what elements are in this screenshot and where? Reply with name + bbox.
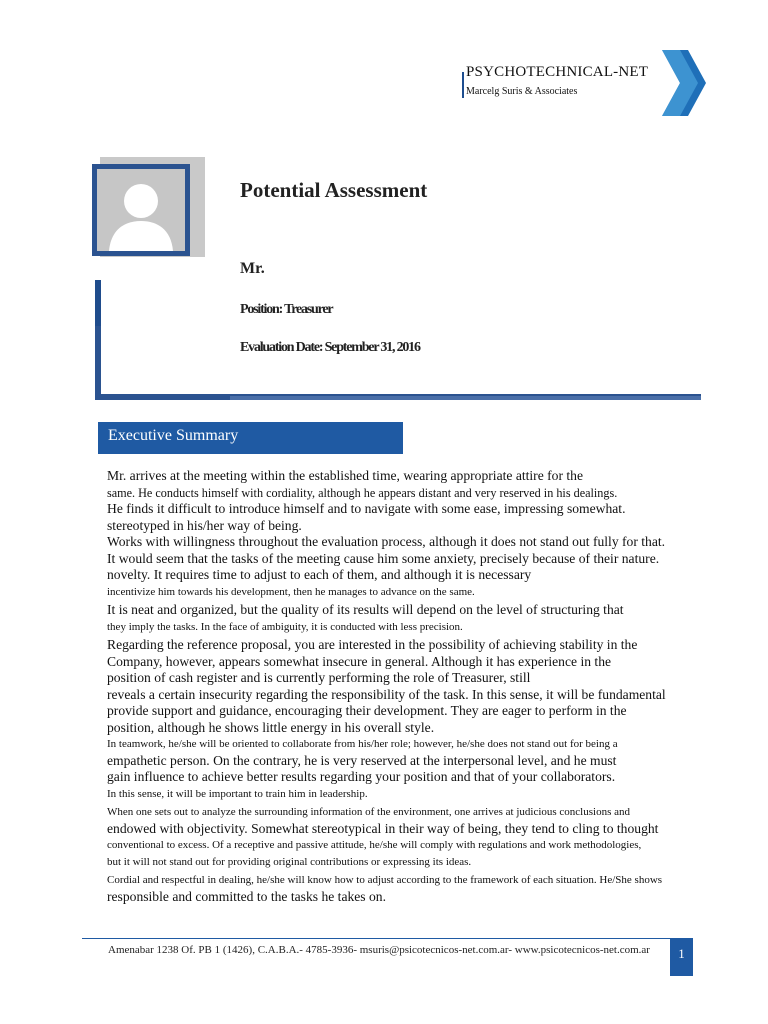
chevron-right-icon xyxy=(640,48,708,118)
footer-divider xyxy=(82,938,670,939)
executive-summary-body xyxy=(107,468,762,905)
profile-photo xyxy=(92,164,190,256)
body-line: When one sets out to analyze the surrounding information of the environment, one arrives at judicious conclusions and xyxy=(107,806,630,818)
left-accent-bar-top xyxy=(95,280,101,326)
body-line: It would seem that the tasks of the meeting cause him some anxiety, precisely because of their nature. xyxy=(107,550,660,566)
footer-contact: Amenabar 1238 Of. PB 1 (1426), C.A.B.A.- 4785-3936- msuris@psicotecnicos-net.com.ar- www.psicotecnicos-net.com.ar xyxy=(108,944,650,956)
body-line: In this sense, it will be important to train him in leadership. xyxy=(107,787,368,800)
logo-title: PSYCHOTECHNICAL-NET xyxy=(466,64,649,80)
body-line: responsible and committed to the tasks he takes on. xyxy=(107,888,386,904)
candidate-position: Position: Treasurer xyxy=(240,302,333,317)
body-line: Company, however, appears somewhat insecure in general. Although it has experience in the xyxy=(107,653,612,669)
body-line: gain influence to achieve better results regarding your position and that of your collaborators. xyxy=(107,769,616,784)
body-line: they imply the tasks. In the face of ambiguity, it is conducted with less precision. xyxy=(107,620,463,633)
section-heading: Executive Summary xyxy=(108,427,239,444)
body-line: conventional to excess. Of a receptive and passive attitude, he/she will comply with regulations and work methodologies, xyxy=(107,839,642,851)
body-line: empathetic person. On the contrary, he is very reserved at the interpersonal level, and he must xyxy=(107,752,617,768)
body-line: incentivize him towards his development, then he manages to advance on the same. xyxy=(107,585,475,598)
body-line: endowed with objectivity. Somewhat stereotypical in their way of being, they tend to cling to thought xyxy=(107,820,659,836)
body-line: Works with willingness throughout the evaluation process, although it does not stand out fully for that. xyxy=(107,534,666,549)
body-line: but it will not stand out for providing original contributions or expressing its ideas. xyxy=(107,855,472,868)
logo-subtitle: Marcelg Suris & Associates xyxy=(466,86,578,97)
body-line: reveals a certain insecurity regarding the responsibility of the task. In this sense, it will be fundamental xyxy=(107,686,666,702)
company-logo xyxy=(462,62,662,100)
body-line: stereotyped in his/her way of being. xyxy=(107,517,302,533)
body-line: In teamwork, he/she will be oriented to collaborate from his/her role; however, he/she does not stand out for being a xyxy=(107,738,618,750)
body-line: Cordial and respectful in dealing, he/she will know how to adjust according to the framework of each situation. He/She shows xyxy=(107,874,663,886)
body-line: novelty. It requires time to adjust to each of them, and although it is necessary xyxy=(107,567,532,582)
candidate-salutation: Mr. xyxy=(240,260,265,277)
body-line: Mr. arrives at the meeting within the established time, wearing appropriate attire for the xyxy=(107,468,583,483)
body-line: position, although he shows little energy in his overall style. xyxy=(107,719,435,735)
body-line: provide support and guidance, encouraging their development. They are eager to perform in the xyxy=(107,703,627,718)
body-line: It is neat and organized, but the quality of its results will depend on the level of structuring that xyxy=(107,602,624,617)
document-title: Potential Assessment xyxy=(240,178,428,202)
body-line: Regarding the reference proposal, you are interested in the possibility of achieving stability in the xyxy=(107,637,638,652)
body-line: He finds it difficult to introduce himself and to navigate with some ease, impressing somewhat. xyxy=(107,501,626,516)
section-heading-box xyxy=(98,422,403,454)
page-number: 1 xyxy=(678,946,685,961)
page-number-box xyxy=(670,938,693,976)
body-line: same. He conducts himself with cordiality, although he appears distant and very reserved in his dealings. xyxy=(107,485,618,500)
evaluation-date: Evaluation Date: September 31, 2016 xyxy=(240,340,420,355)
avatar-placeholder-icon xyxy=(97,169,185,251)
header-divider-highlight xyxy=(230,396,701,400)
body-line: position of cash register and is currently performing the role of Treasurer, still xyxy=(107,670,531,685)
logo-accent-bar xyxy=(462,72,464,98)
